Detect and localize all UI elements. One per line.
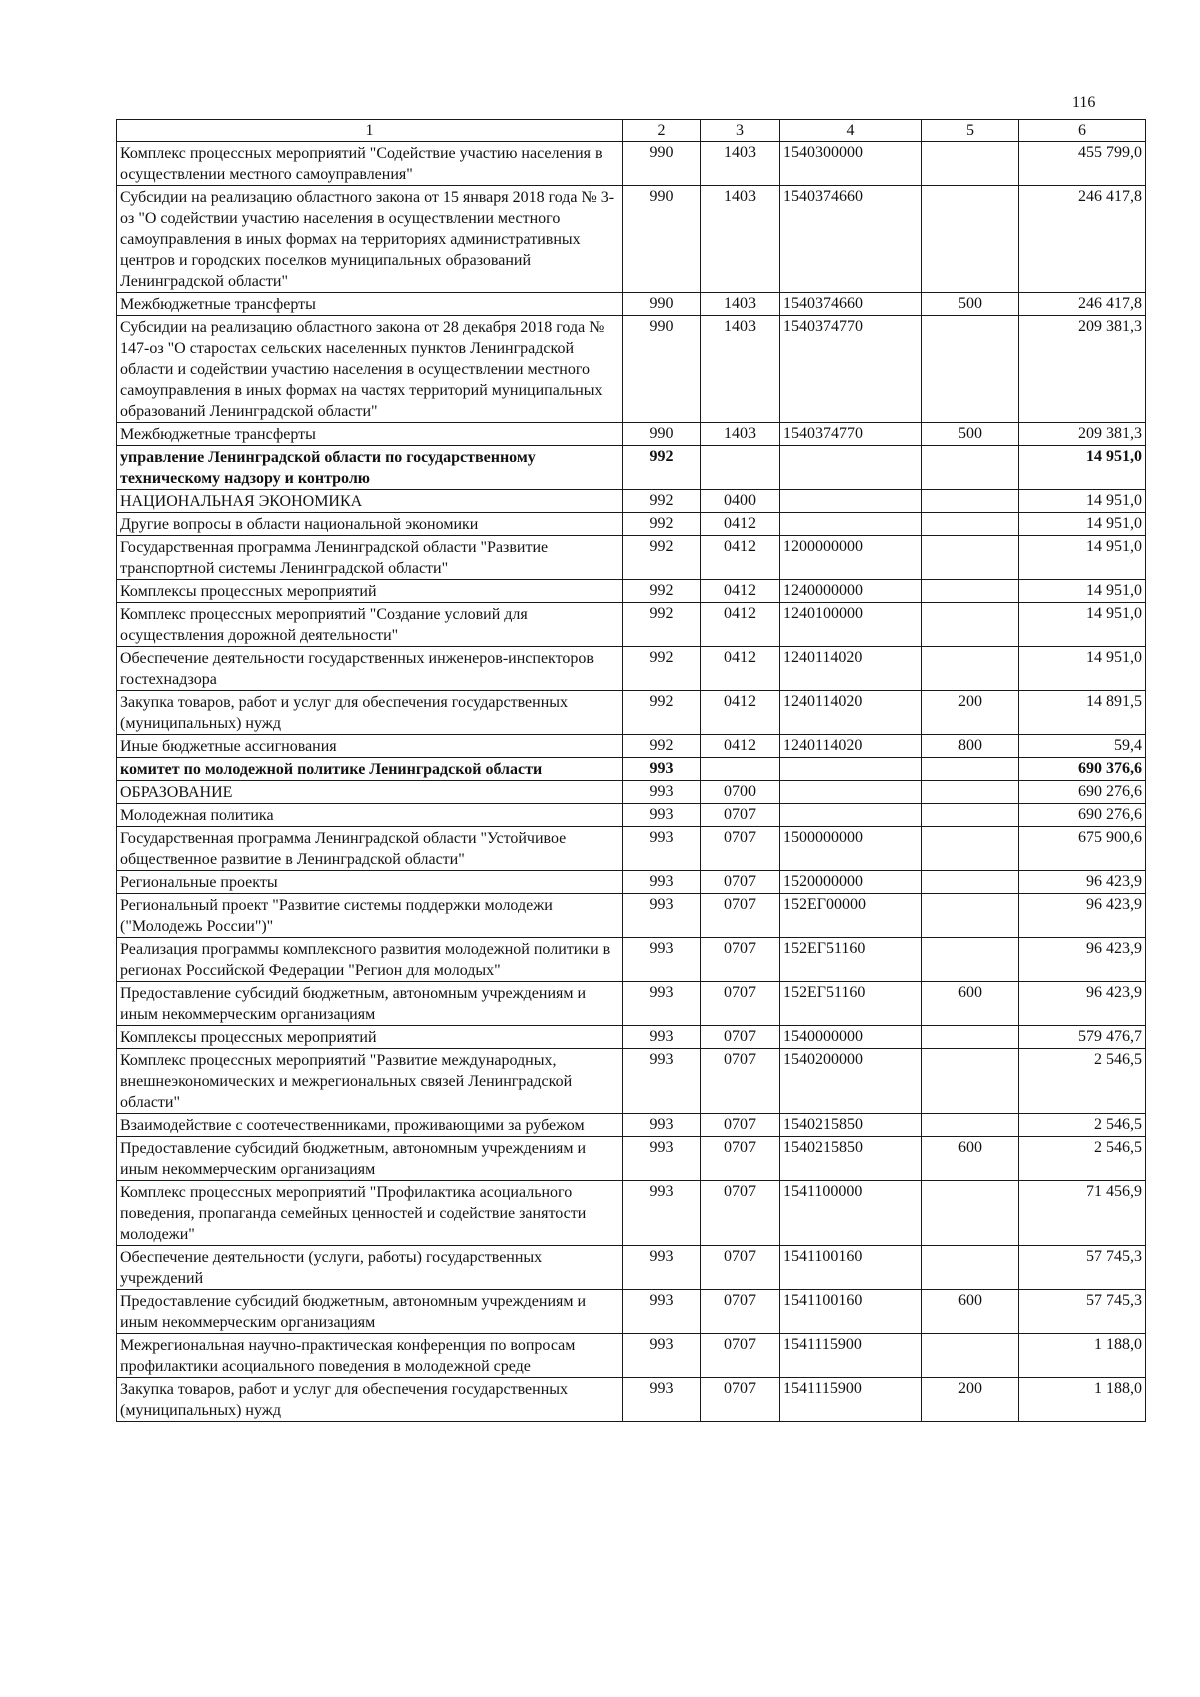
- expense-type: [922, 871, 1019, 894]
- row-name: Предоставление субсидий бюджетным, автономным учреждениям и иным некоммерческим организациям: [117, 982, 623, 1026]
- header-cell: 2: [623, 120, 701, 142]
- expense-type: 600: [922, 1290, 1019, 1334]
- amount: 14 951,0: [1019, 603, 1146, 647]
- table-row: [117, 1334, 1146, 1378]
- section-code: 0412: [701, 647, 780, 691]
- amount: 14 951,0: [1019, 513, 1146, 536]
- target-article: 1541100160: [780, 1290, 922, 1334]
- expense-type: [922, 647, 1019, 691]
- table-row: [117, 293, 1146, 316]
- ministry-code: 993: [623, 1114, 701, 1137]
- section-code: 0707: [701, 1181, 780, 1246]
- amount: 96 423,9: [1019, 871, 1146, 894]
- expense-type: 800: [922, 735, 1019, 758]
- section-code: 0707: [701, 1334, 780, 1378]
- amount: 1 188,0: [1019, 1378, 1146, 1422]
- row-name: НАЦИОНАЛЬНАЯ ЭКОНОМИКА: [117, 490, 623, 513]
- table-row: [117, 513, 1146, 536]
- header-row: [117, 120, 1146, 142]
- table-row: [117, 1137, 1146, 1181]
- ministry-code: 993: [623, 894, 701, 938]
- expense-type: 200: [922, 691, 1019, 735]
- header-cell: 3: [701, 120, 780, 142]
- section-code: 0400: [701, 490, 780, 513]
- amount: 455 799,0: [1019, 142, 1146, 186]
- expense-type: [922, 781, 1019, 804]
- ministry-code: 992: [623, 580, 701, 603]
- section-code: 0700: [701, 781, 780, 804]
- expense-type: [922, 1246, 1019, 1290]
- ministry-code: 993: [623, 758, 701, 781]
- expense-type: [922, 446, 1019, 490]
- amount: 96 423,9: [1019, 938, 1146, 982]
- amount: 14 951,0: [1019, 536, 1146, 580]
- target-article: 1200000000: [780, 536, 922, 580]
- target-article: 1541100160: [780, 1246, 922, 1290]
- ministry-code: 992: [623, 691, 701, 735]
- target-article: 152ЕГ00000: [780, 894, 922, 938]
- table-row: [117, 603, 1146, 647]
- page-number: 116: [1072, 94, 1096, 111]
- target-article: 1540000000: [780, 1026, 922, 1049]
- amount: 2 546,5: [1019, 1114, 1146, 1137]
- section-code: 0412: [701, 691, 780, 735]
- section-code: 0707: [701, 1026, 780, 1049]
- target-article: [780, 781, 922, 804]
- row-name: Межбюджетные трансферты: [117, 293, 623, 316]
- ministry-code: 992: [623, 446, 701, 490]
- row-name: Комплекс процессных мероприятий "Профилактика асоциального поведения, пропаганда семейных ценностей и содействие занятости молодежи": [117, 1181, 623, 1246]
- row-name: Другие вопросы в области национальной экономики: [117, 513, 623, 536]
- target-article: 1240114020: [780, 735, 922, 758]
- section-code: 0707: [701, 804, 780, 827]
- expense-type: [922, 1114, 1019, 1137]
- expense-type: 200: [922, 1378, 1019, 1422]
- amount: 14 951,0: [1019, 647, 1146, 691]
- ministry-code: 993: [623, 827, 701, 871]
- ministry-code: 993: [623, 1246, 701, 1290]
- section-code: 0707: [701, 1378, 780, 1422]
- target-article: [780, 446, 922, 490]
- ministry-code: 990: [623, 142, 701, 186]
- section-code: 0412: [701, 580, 780, 603]
- table-row: [117, 938, 1146, 982]
- ministry-code: 992: [623, 603, 701, 647]
- expense-type: [922, 316, 1019, 423]
- expense-type: 500: [922, 293, 1019, 316]
- table-row: [117, 423, 1146, 446]
- target-article: 1240000000: [780, 580, 922, 603]
- ministry-code: 993: [623, 1378, 701, 1422]
- section-code: 1403: [701, 186, 780, 293]
- table-row: [117, 1378, 1146, 1422]
- table-row: [117, 827, 1146, 871]
- row-name: Взаимодействие с соотечественниками, проживающими за рубежом: [117, 1114, 623, 1137]
- table-row: [117, 1114, 1146, 1137]
- section-code: 1403: [701, 142, 780, 186]
- ministry-code: 993: [623, 804, 701, 827]
- section-code: 1403: [701, 293, 780, 316]
- table-row: [117, 1290, 1146, 1334]
- target-article: 1540374770: [780, 316, 922, 423]
- amount: 246 417,8: [1019, 293, 1146, 316]
- expense-type: [922, 142, 1019, 186]
- row-name: Субсидии на реализацию областного закона от 15 января 2018 года № 3-оз "О содействии участию населения в осуществлении местного самоуправления в иных формах на территориях административных центров и городских поселков муниципальных образований Ленинградской области": [117, 186, 623, 293]
- target-article: 1540215850: [780, 1114, 922, 1137]
- row-name: Государственная программа Ленинградской области "Устойчивое общественное развитие в Ленинградской области": [117, 827, 623, 871]
- row-name: управление Ленинградской области по государственному техническому надзору и контролю: [117, 446, 623, 490]
- amount: 59,4: [1019, 735, 1146, 758]
- section-code: 0412: [701, 603, 780, 647]
- ministry-code: 990: [623, 293, 701, 316]
- target-article: 1541100000: [780, 1181, 922, 1246]
- expense-type: 600: [922, 1137, 1019, 1181]
- table-row: [117, 781, 1146, 804]
- target-article: 1500000000: [780, 827, 922, 871]
- section-code: 1403: [701, 316, 780, 423]
- amount: 14 951,0: [1019, 446, 1146, 490]
- ministry-code: 993: [623, 982, 701, 1026]
- table-row: [117, 647, 1146, 691]
- row-name: комитет по молодежной политике Ленинградской области: [117, 758, 623, 781]
- expense-type: [922, 758, 1019, 781]
- ministry-code: 992: [623, 647, 701, 691]
- target-article: [780, 804, 922, 827]
- expense-type: 600: [922, 982, 1019, 1026]
- section-code: 0707: [701, 1137, 780, 1181]
- target-article: [780, 513, 922, 536]
- header-cell: 6: [1019, 120, 1146, 142]
- amount: 690 376,6: [1019, 758, 1146, 781]
- table-row: [117, 316, 1146, 423]
- expense-type: [922, 1181, 1019, 1246]
- table-row: [117, 446, 1146, 490]
- expense-type: [922, 536, 1019, 580]
- expense-type: [922, 827, 1019, 871]
- row-name: Закупка товаров, работ и услуг для обеспечения государственных (муниципальных) нужд: [117, 691, 623, 735]
- target-article: 1540200000: [780, 1049, 922, 1114]
- row-name: Молодежная политика: [117, 804, 623, 827]
- amount: 57 745,3: [1019, 1246, 1146, 1290]
- target-article: 1540374770: [780, 423, 922, 446]
- table-row: [117, 1246, 1146, 1290]
- row-name: Межбюджетные трансферты: [117, 423, 623, 446]
- ministry-code: 993: [623, 871, 701, 894]
- table-row: [117, 186, 1146, 293]
- table-row: [117, 982, 1146, 1026]
- expense-type: [922, 186, 1019, 293]
- row-name: Региональные проекты: [117, 871, 623, 894]
- ministry-code: 993: [623, 1290, 701, 1334]
- amount: 96 423,9: [1019, 894, 1146, 938]
- table-row: [117, 1049, 1146, 1114]
- section-code: 0412: [701, 735, 780, 758]
- header-cell: 4: [780, 120, 922, 142]
- target-article: 1541115900: [780, 1334, 922, 1378]
- amount: 57 745,3: [1019, 1290, 1146, 1334]
- table-row: [117, 1026, 1146, 1049]
- amount: 96 423,9: [1019, 982, 1146, 1026]
- section-code: 0707: [701, 1290, 780, 1334]
- row-name: Предоставление субсидий бюджетным, автономным учреждениям и иным некоммерческим организациям: [117, 1290, 623, 1334]
- expense-type: [922, 1026, 1019, 1049]
- target-article: 1240114020: [780, 647, 922, 691]
- amount: 2 546,5: [1019, 1049, 1146, 1114]
- table-row: [117, 804, 1146, 827]
- target-article: 1540374660: [780, 293, 922, 316]
- expense-type: 500: [922, 423, 1019, 446]
- table-row: [117, 536, 1146, 580]
- expense-type: [922, 804, 1019, 827]
- table-row: [117, 490, 1146, 513]
- table-row: [117, 735, 1146, 758]
- table-row: [117, 580, 1146, 603]
- row-name: Межрегиональная научно-практическая конференция по вопросам профилактики асоциального поведения в молодежной среде: [117, 1334, 623, 1378]
- target-article: [780, 490, 922, 513]
- amount: 209 381,3: [1019, 316, 1146, 423]
- target-article: 1540374660: [780, 186, 922, 293]
- header-cell: 1: [117, 120, 623, 142]
- row-name: Обеспечение деятельности (услуги, работы) государственных учреждений: [117, 1246, 623, 1290]
- expense-type: [922, 1049, 1019, 1114]
- row-name: Закупка товаров, работ и услуг для обеспечения государственных (муниципальных) нужд: [117, 1378, 623, 1422]
- row-name: Комплекс процессных мероприятий "Содействие участию населения в осуществлении местного самоуправления": [117, 142, 623, 186]
- row-name: Государственная программа Ленинградской области "Развитие транспортной системы Ленинградской области": [117, 536, 623, 580]
- table-row: [117, 894, 1146, 938]
- header-cell: 5: [922, 120, 1019, 142]
- amount: 71 456,9: [1019, 1181, 1146, 1246]
- table-row: [117, 1181, 1146, 1246]
- table-row: [117, 691, 1146, 735]
- table-row: [117, 871, 1146, 894]
- ministry-code: 992: [623, 536, 701, 580]
- target-article: 1540215850: [780, 1137, 922, 1181]
- row-name: Комплекс процессных мероприятий "Развитие международных, внешнеэкономических и межрегиональных связей Ленинградской области": [117, 1049, 623, 1114]
- amount: 14 891,5: [1019, 691, 1146, 735]
- row-name: Реализация программы комплексного развития молодежной политики в регионах Российской Федерации "Регион для молодых": [117, 938, 623, 982]
- ministry-code: 993: [623, 1181, 701, 1246]
- amount: 1 188,0: [1019, 1334, 1146, 1378]
- section-code: 1403: [701, 423, 780, 446]
- row-name: ОБРАЗОВАНИЕ: [117, 781, 623, 804]
- expense-type: [922, 603, 1019, 647]
- row-name: Комплексы процессных мероприятий: [117, 1026, 623, 1049]
- section-code: 0707: [701, 894, 780, 938]
- row-name: Региональный проект "Развитие системы поддержки молодежи ("Молодежь России")": [117, 894, 623, 938]
- budget-table: [116, 119, 1146, 1422]
- section-code: 0707: [701, 938, 780, 982]
- ministry-code: 993: [623, 781, 701, 804]
- expense-type: [922, 513, 1019, 536]
- section-code: 0707: [701, 1049, 780, 1114]
- expense-type: [922, 490, 1019, 513]
- ministry-code: 992: [623, 735, 701, 758]
- amount: 690 276,6: [1019, 781, 1146, 804]
- amount: 246 417,8: [1019, 186, 1146, 293]
- target-article: 1240100000: [780, 603, 922, 647]
- amount: 14 951,0: [1019, 490, 1146, 513]
- expense-type: [922, 1334, 1019, 1378]
- target-article: [780, 758, 922, 781]
- row-name: Предоставление субсидий бюджетным, автономным учреждениям и иным некоммерческим организациям: [117, 1137, 623, 1181]
- section-code: 0707: [701, 982, 780, 1026]
- expense-type: [922, 580, 1019, 603]
- target-article: 1540300000: [780, 142, 922, 186]
- row-name: Субсидии на реализацию областного закона от 28 декабря 2018 года № 147-оз "О старостах сельских населенных пунктов Ленинградской области и содействии участию населения в осуществлении местного самоуправления в иных формах на частях территорий муниципальных образований Ленинградской области": [117, 316, 623, 423]
- ministry-code: 990: [623, 186, 701, 293]
- row-name: Обеспечение деятельности государственных инженеров-инспекторов гостехнадзора: [117, 647, 623, 691]
- target-article: 1240114020: [780, 691, 922, 735]
- ministry-code: 993: [623, 1049, 701, 1114]
- row-name: Комплексы процессных мероприятий: [117, 580, 623, 603]
- section-code: 0412: [701, 513, 780, 536]
- expense-type: [922, 938, 1019, 982]
- section-code: 0707: [701, 871, 780, 894]
- ministry-code: 992: [623, 513, 701, 536]
- section-code: [701, 446, 780, 490]
- section-code: 0707: [701, 1114, 780, 1137]
- ministry-code: 993: [623, 1334, 701, 1378]
- section-code: 0707: [701, 1246, 780, 1290]
- section-code: 0412: [701, 536, 780, 580]
- amount: 675 900,6: [1019, 827, 1146, 871]
- row-name: Иные бюджетные ассигнования: [117, 735, 623, 758]
- row-name: Комплекс процессных мероприятий "Создание условий для осуществления дорожной деятельности": [117, 603, 623, 647]
- target-article: 1541115900: [780, 1378, 922, 1422]
- table-row: [117, 142, 1146, 186]
- amount: 14 951,0: [1019, 580, 1146, 603]
- amount: 690 276,6: [1019, 804, 1146, 827]
- table-row: [117, 758, 1146, 781]
- ministry-code: 992: [623, 490, 701, 513]
- target-article: 152ЕГ51160: [780, 982, 922, 1026]
- ministry-code: 990: [623, 423, 701, 446]
- expense-type: [922, 894, 1019, 938]
- section-code: 0707: [701, 827, 780, 871]
- ministry-code: 993: [623, 1026, 701, 1049]
- amount: 579 476,7: [1019, 1026, 1146, 1049]
- amount: 209 381,3: [1019, 423, 1146, 446]
- target-article: 152ЕГ51160: [780, 938, 922, 982]
- target-article: 1520000000: [780, 871, 922, 894]
- ministry-code: 990: [623, 316, 701, 423]
- section-code: [701, 758, 780, 781]
- ministry-code: 993: [623, 1137, 701, 1181]
- amount: 2 546,5: [1019, 1137, 1146, 1181]
- ministry-code: 993: [623, 938, 701, 982]
